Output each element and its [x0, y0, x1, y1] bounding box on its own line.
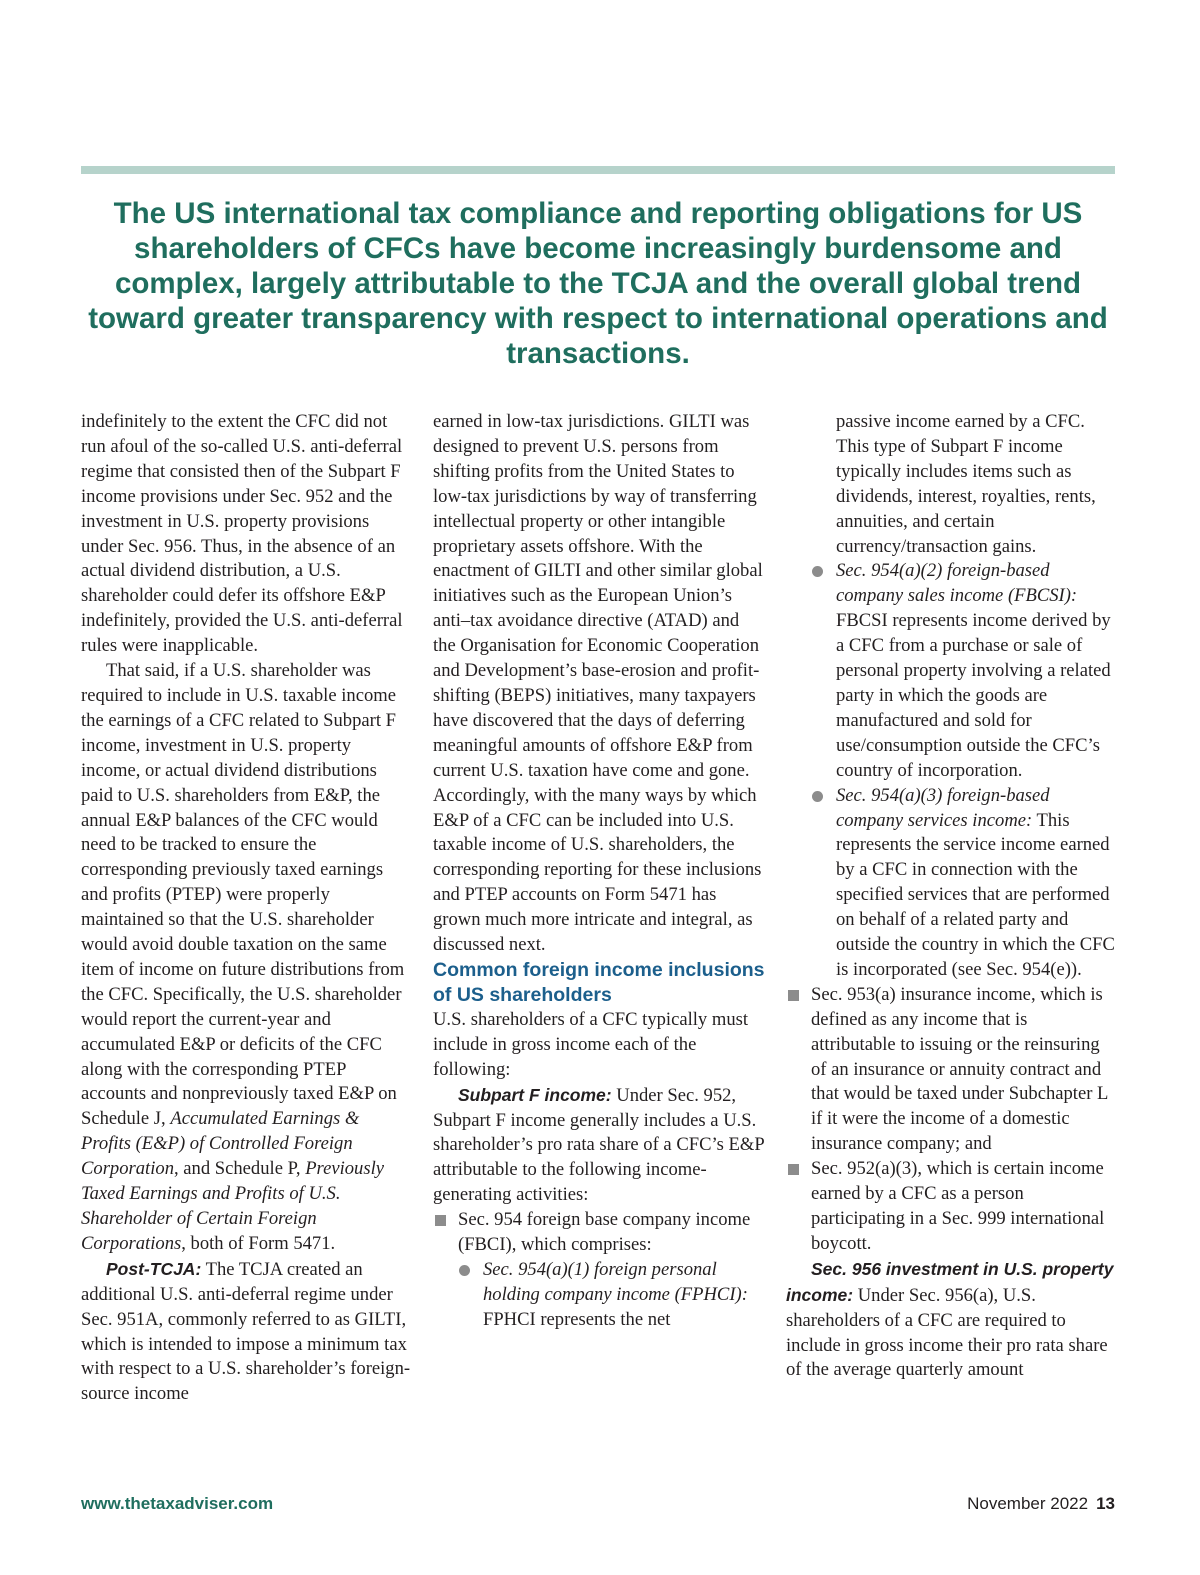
list-item-text: Sec. 952(a)(3), which is certain income earned by a CFC as a person participating in a Sec. 999 international boycott.: [811, 1158, 1105, 1254]
paragraph: [81, 659, 411, 1257]
sub-item-title: Sec. 954(a)(3) foreign-based company services income:: [836, 784, 1050, 831]
pull-quote: The US international tax compliance and reporting obligations for US shareholders of CFCs have become increasingly burdensome and complex, largely attributable to the TCJA and the overall global trend toward greater transparency with respect to international operations and transactions.: [88, 197, 1108, 370]
continued-sub-item: [786, 410, 1116, 559]
sub-item-text: This represents the service income earned by a CFC in connection with the specified services that are performed on behalf of a related party and outside the country in which the CFC is incorporated (see Sec. 954(e)).: [836, 809, 1115, 980]
footer-folio: [967, 1494, 1115, 1514]
top-rule: [81, 166, 1115, 174]
paragraph: [433, 1083, 765, 1209]
footer-date: November 2022: [967, 1494, 1089, 1513]
sub-item-text: FPHCI represents the net: [483, 1308, 671, 1330]
list-item-text: Sec. 954 foreign base company income (FBCI), which comprises:: [458, 1209, 751, 1256]
text-run: The TCJA created an additional U.S. anti-deferral regime under Sec. 951A, commonly referred to as GILTI, which is intended to impose a minimum tax with respect to a U.S. shareholder’s foreign-source income: [81, 1258, 411, 1405]
sub-list-item: [811, 784, 1116, 983]
section-heading: Common foreign income inclusions of US shareholders: [433, 958, 765, 1006]
sub-item-text: FBCSI represents income derived by a CFC from a purchase or sale of personal property involving a related party in which the goods are manufactured and sold for use/consumption outside the CFC’s country of incorporation.: [836, 610, 1111, 781]
run-in-heading: Subpart F income:: [458, 1084, 612, 1105]
text-run: That said, if a U.S. shareholder was required to include in U.S. taxable income the earnings of a CFC related to Subpart F income, investment in U.S. property income, or actual dividend distributions paid to U.S. shareholders from E&P, the annual E&P balances of the CFC would need to be tracked to ensure the corresponding previously taxed earnings and profits (PTEP) were properly maintained so that the U.S. shareholder would avoid double taxation on the same item of income on future distributions from the CFC. Specifically, the U.S. shareholder would report the current-year and accumulated E&P or deficits of the CFC along with the corresponding PTEP accounts and nonpreviously taxed E&P on Schedule J,: [81, 660, 405, 1130]
list-item-text: Sec. 953(a) insurance income, which is defined as any income that is attributable to issuing or the reinsuring of an insurance or annuity contract and that would be taxed under Subchapter L if it were the income of a domestic insurance company; and: [811, 983, 1108, 1155]
form-schedule-title: Previously Taxed Earnings and Profits of U.S. Shareholder of Certain Foreign Corporations: [81, 1158, 385, 1254]
sub-list: [786, 559, 1116, 982]
sub-list-item: [811, 559, 1116, 783]
form-schedule-title: Accumulated Earnings & Profits (E&P) of Controlled Foreign Corporation: [81, 1108, 360, 1180]
square-bullet-icon: [435, 1215, 446, 1226]
column-3: [786, 410, 1116, 1383]
text-run: Under Sec. 952, Subpart F income generally includes a U.S. shareholder’s pro rata share of a CFC’s E&P attributable to the following income-generating activities:: [433, 1084, 765, 1206]
run-in-heading: Sec. 956 investment in U.S. property income:: [786, 1258, 1114, 1305]
column-1: [81, 410, 411, 1407]
sub-list-item: [458, 1258, 765, 1333]
list-item: [786, 983, 1116, 1157]
list-item: [786, 1157, 1116, 1257]
paragraph: indefinitely to the extent the CFC did not run afoul of the so-called U.S. anti-deferral regime that consisted then of the Subpart F income provisions under Sec. 952 and the investment in U.S. property provisions under Sec. 956. Thus, in the absence of an actual dividend distribution, a U.S. shareholder could defer its offshore E&P indefinitely, provided the U.S. anti-deferral rules were inapplicable.: [81, 411, 403, 657]
paragraph: [81, 1257, 411, 1407]
footer-url[interactable]: www.thetaxadviser.com: [81, 1494, 274, 1513]
sub-item-text: passive income earned by a CFC. This type of Subpart F income typically includes items such as dividends, interest, royalties, rents, annuities, and certain currency/transaction gains.: [836, 411, 1096, 557]
text-run: , both of Form 5471.: [181, 1232, 336, 1254]
sub-item-title: Sec. 954(a)(2) foreign-based company sales income (FBCSI):: [836, 560, 1078, 607]
page-number: 13: [1096, 1494, 1115, 1513]
circle-bullet-icon: [812, 566, 823, 577]
text-run: , and Schedule P,: [174, 1158, 306, 1180]
sub-item-title: Sec. 954(a)(1) foreign personal holding company income (FPHCI):: [483, 1259, 748, 1305]
paragraph: earned in low-tax jurisdictions. GILTI was designed to prevent U.S. persons from shifting profits from the United States to low-tax jurisdictions by way of transferring intellectual property or other intangible proprietary assets offshore. With the enactment of GILTI and other similar global initiatives such as the European Union’s anti–tax avoidance directive (ATAD) and the Organisation for Economic Cooperation and Development’s base-erosion and profit-shifting (BEPS) initiatives, many taxpayers have discovered that the days of deferring meaningful amounts of offshore E&P from current U.S. taxation have come and gone. Accordingly, with the many ways by which E&P of a CFC can be included into U.S. taxable income of U.S. shareholders, the corresponding reporting for these inclusions and PTEP accounts on Form 5471 has grown much more intricate and integral, as discussed next.: [433, 411, 763, 956]
paragraph: U.S. shareholders of a CFC typically must include in gross income each of the following:: [433, 1008, 749, 1080]
column-2: [433, 410, 765, 1333]
text-run: Under Sec. 956(a), U.S. shareholders of a CFC are required to include in gross income their pro rata share of the average quarterly amount: [786, 1284, 1108, 1381]
circle-bullet-icon: [459, 1265, 470, 1276]
circle-bullet-icon: [812, 791, 823, 802]
paragraph: [786, 1257, 1116, 1384]
square-bullet-icon: [788, 1164, 799, 1175]
list-item: [433, 1208, 765, 1333]
square-bullet-icon: [788, 990, 799, 1001]
run-in-heading: Post-TCJA:: [106, 1258, 202, 1279]
